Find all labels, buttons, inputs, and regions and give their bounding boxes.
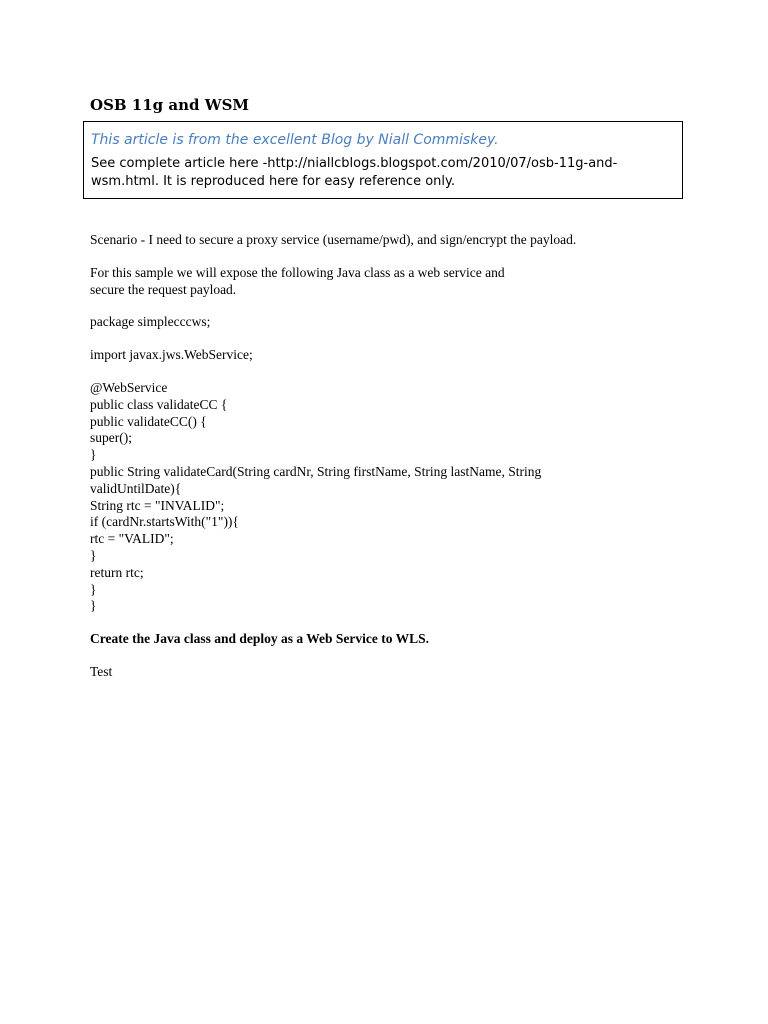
code-line: } [90, 447, 97, 463]
import-line: import javax.jws.WebService; [90, 347, 253, 363]
code-line: if (cardNr.startsWith("1")){ [90, 514, 239, 530]
intro-paragraph [90, 265, 690, 299]
test-label: Test [90, 663, 113, 679]
code-line: rtc = "VALID"; [90, 531, 174, 547]
intro-line-2: secure the request payload. [90, 281, 237, 297]
notice-body [91, 155, 675, 191]
intro-line-1: For this sample we will expose the following Java class as a web service and [90, 264, 505, 280]
deploy-instruction: Create the Java class and deploy as a Web Service to WLS. [90, 631, 430, 647]
code-line: } [90, 581, 97, 597]
notice-body-line-2: wsm.html. It is reproduced here for easy reference only. [91, 174, 455, 189]
code-line: validUntilDate){ [90, 480, 182, 496]
java-code-block [90, 380, 690, 615]
package-line: package simplecccws; [90, 314, 211, 330]
notice-heading: This article is from the excellent Blog by Niall Commiskey. [91, 132, 499, 148]
notice-body-line-1: See complete article here -http://niallcblogs.blogspot.com/2010/07/osb-11g-and- [91, 156, 618, 171]
article-content [90, 232, 690, 697]
scenario-paragraph: Scenario - I need to secure a proxy service (username/pwd), and sign/encrypt the payload. [90, 232, 577, 247]
code-line: } [90, 598, 97, 614]
code-line: @WebService [90, 379, 168, 395]
code-line: String rtc = "INVALID"; [90, 497, 225, 513]
code-line: return rtc; [90, 564, 144, 580]
code-line: public validateCC() { [90, 413, 207, 429]
document-title: OSB 11g and WSM [90, 96, 250, 114]
code-line: public String validateCard(String cardNr, String firstName, String lastName, String [90, 463, 542, 479]
code-line: } [90, 547, 97, 563]
source-notice-box [83, 121, 683, 199]
code-line: public class validateCC { [90, 396, 228, 412]
code-line: super(); [90, 430, 132, 446]
